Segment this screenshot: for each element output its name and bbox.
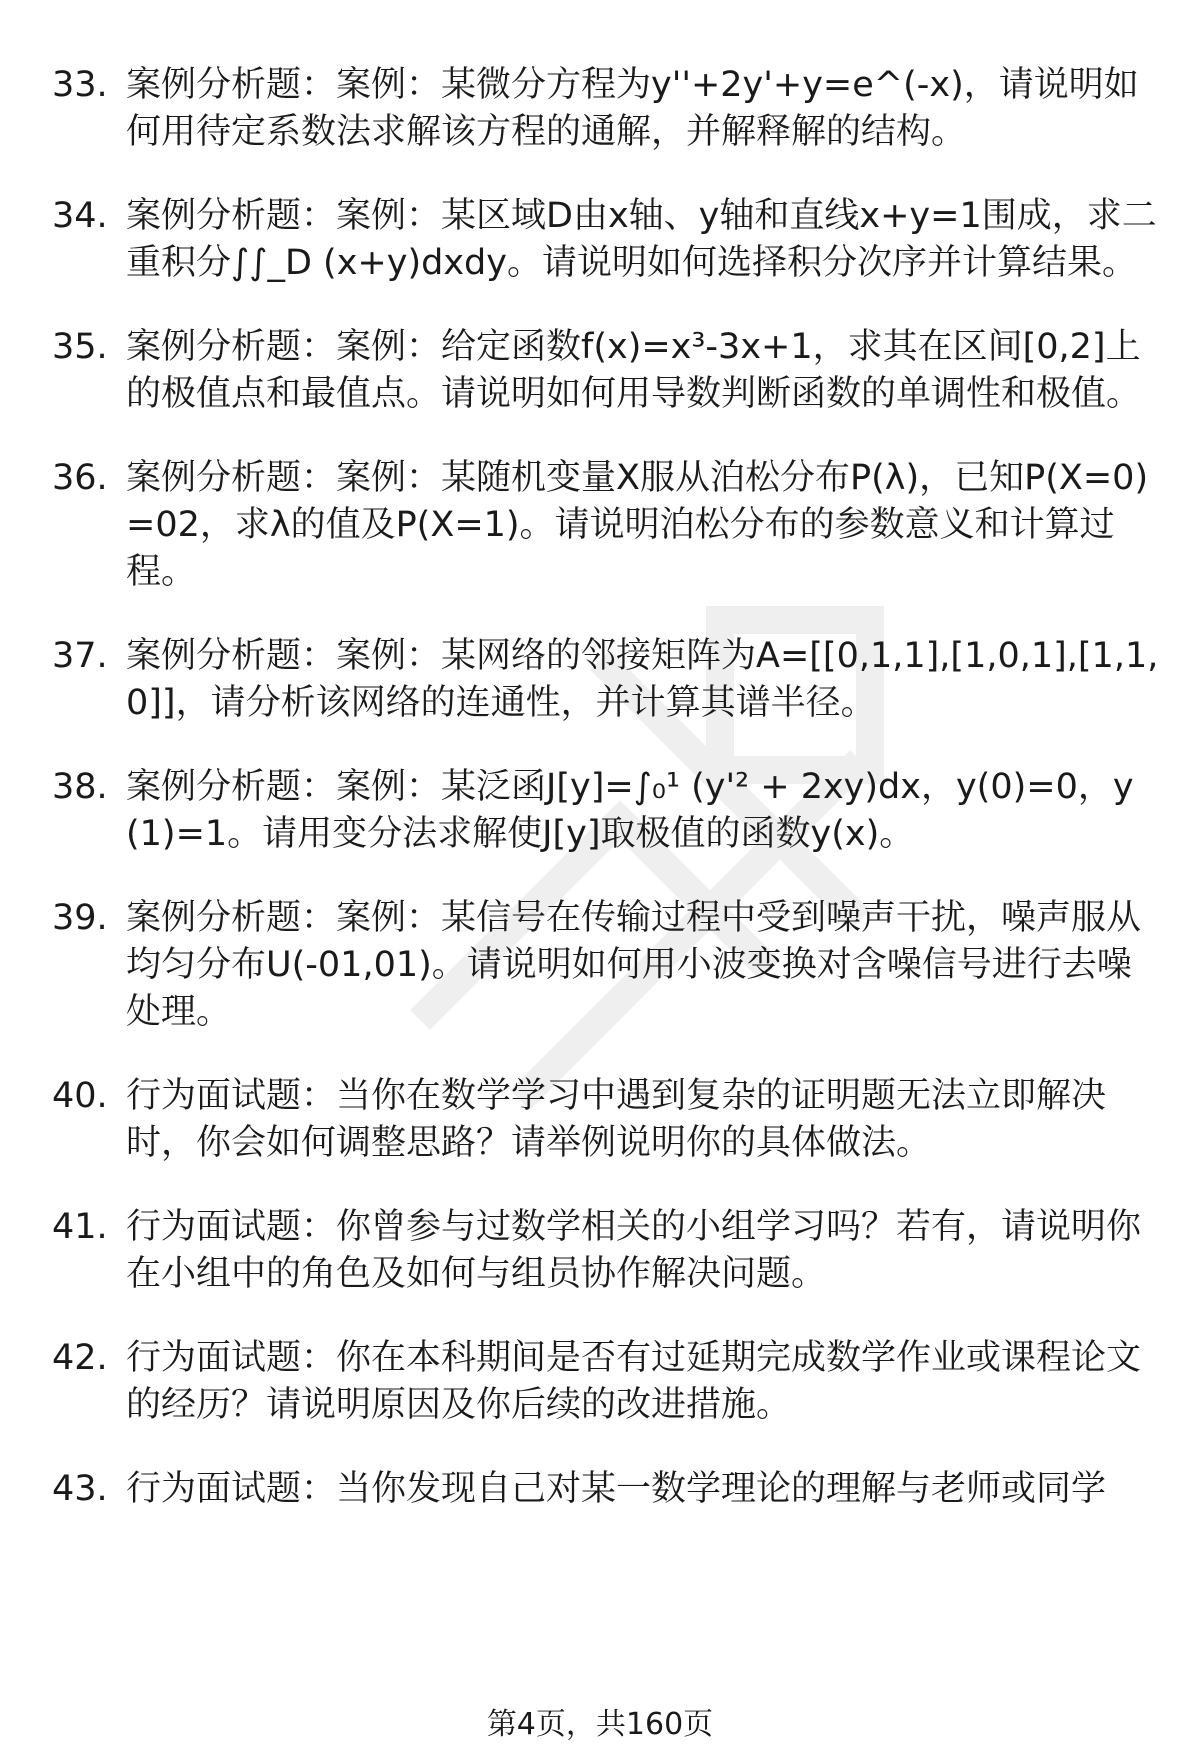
question-text: 案例分析题：案例：某区域D由x轴、y轴和直线x+y=1围成，求二重积分∫∫_D (x+y)dxdy。请说明如何选择积分次序并计算结果。	[126, 196, 1157, 283]
question-item	[52, 633, 1162, 727]
question-item	[52, 1204, 1162, 1298]
question-number: 41.	[52, 1207, 108, 1247]
question-item	[52, 324, 1162, 418]
question-item	[52, 193, 1162, 287]
question-text: 行为面试题：当你在数学学习中遇到复杂的证明题无法立即解决时，你会如何调整思路？请举例说明你的具体做法。	[126, 1076, 1107, 1163]
page-footer: 第4页，共160页	[486, 1707, 714, 1742]
question-item	[52, 895, 1162, 1036]
question-number: 33.	[52, 65, 108, 105]
question-item	[52, 455, 1162, 596]
question-text: 案例分析题：案例：某信号在传输过程中受到噪声干扰，噪声服从均匀分布U(-01,01)。请说明如何用小波变换对含噪信号进行去噪处理。	[126, 898, 1142, 1032]
question-item	[52, 1466, 1162, 1513]
question-number: 37.	[52, 636, 108, 676]
question-text: 行为面试题：你在本科期间是否有过延期完成数学作业或课程论文的经历？请说明原因及你后续的改进措施。	[126, 1338, 1142, 1425]
question-number: 43.	[52, 1469, 108, 1509]
question-number: 38.	[52, 767, 108, 807]
question-text: 行为面试题：你曾参与过数学相关的小组学习吗？若有，请说明你在小组中的角色及如何与组员协作解决问题。	[126, 1207, 1142, 1294]
question-text: 案例分析题：案例：某随机变量X服从泊松分布P(λ)，已知P(X=0)=02，求λ的值及P(X=1)。请说明泊松分布的参数意义和计算过程。	[126, 458, 1149, 592]
question-number: 40.	[52, 1076, 108, 1116]
question-item	[52, 764, 1162, 858]
question-text: 案例分析题：案例：某微分方程为y''+2y'+y=e^(-x)，请说明如何用待定系数法求解该方程的通解，并解释解的结构。	[126, 65, 1139, 152]
question-item	[52, 1073, 1162, 1167]
question-number: 39.	[52, 898, 108, 938]
question-item	[52, 1335, 1162, 1429]
question-list	[52, 62, 1162, 1550]
question-number: 35.	[52, 327, 108, 367]
question-text: 案例分析题：案例：给定函数f(x)=x³-3x+1，求其在区间[0,2]上的极值点和最值点。请说明如何用导数判断函数的单调性和极值。	[126, 327, 1142, 414]
question-text: 案例分析题：案例：某泛函J[y]=∫₀¹ (y'² + 2xy)dx，y(0)=0，y(1)=1。请用变分法求解使J[y]取极值的函数y(x)。	[126, 767, 1134, 854]
question-number: 42.	[52, 1338, 108, 1378]
question-item	[52, 62, 1162, 156]
question-number: 36.	[52, 458, 108, 498]
question-text: 案例分析题：案例：某网络的邻接矩阵为A=[[0,1,1],[1,0,1],[1,1,0]]，请分析该网络的连通性，并计算其谱半径。	[126, 636, 1159, 723]
question-number: 34.	[52, 196, 108, 236]
question-text: 行为面试题：当你发现自己对某一数学理论的理解与老师或同学	[126, 1469, 1107, 1509]
